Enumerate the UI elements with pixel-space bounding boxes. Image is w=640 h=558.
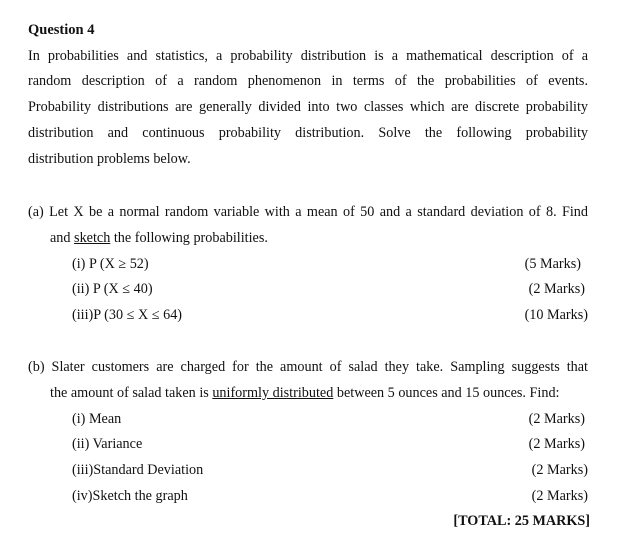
part-b-line-2 — [50, 384, 559, 402]
part-a-line-2-post: the following probabilities. — [110, 230, 268, 246]
part-b-item-3-marks: (2 Marks) — [531, 462, 588, 478]
part-b-item-2-marks: (2 Marks) — [528, 436, 585, 452]
part-b-line-1: (b) Slater customers are charged for the amount of salad they take. Sampling suggests that — [28, 359, 588, 375]
question-title: Question 4 — [28, 22, 95, 38]
part-a-item-2: (ii) P (X ≤ 40) — [72, 281, 153, 297]
part-a-item-2-marks: (2 Marks) — [528, 281, 585, 297]
intro-line-2: random description of a random phenomenon in terms of the probabilities of events. — [28, 73, 588, 89]
part-b-item-3: (iii)Standard Deviation — [72, 462, 204, 478]
intro-line-5: distribution problems below. — [28, 151, 191, 167]
intro-line-1: In probabilities and statistics, a probability distribution is a mathematical description of a — [28, 48, 588, 64]
intro-line-4: distribution and continuous probability distribution. Solve the following probability — [28, 125, 588, 141]
part-a-line-1: (a) Let X be a normal random variable with a mean of 50 and a standard deviation of 8. Find — [28, 204, 588, 220]
part-b-item-4-marks: (2 Marks) — [531, 488, 588, 504]
part-a-line-2 — [50, 229, 268, 247]
part-a-item-1: (i) P (X ≥ 52) — [72, 256, 149, 272]
uniformly-distributed-underlined: uniformly distributed — [212, 385, 334, 401]
part-b-item-1-marks: (2 Marks) — [528, 411, 585, 427]
part-b-line-2-post: between 5 ounces and 15 ounces. Find: — [333, 385, 560, 401]
part-b-item-2: (ii) Variance — [72, 436, 143, 452]
part-a-line-2-pre: and — [50, 230, 75, 246]
sketch-underlined: sketch — [74, 230, 111, 246]
part-b-item-1: (i) Mean — [72, 411, 122, 427]
part-a-item-3-marks: (10 Marks) — [524, 307, 588, 323]
part-a-item-3: (iii)P (30 ≤ X ≤ 64) — [72, 307, 183, 323]
total-marks: [TOTAL: 25 MARKS] — [453, 513, 590, 529]
intro-line-3: Probability distributions are generally divided into two classes which are discrete probability — [28, 99, 588, 115]
part-b-item-4: (iv)Sketch the graph — [72, 488, 188, 504]
part-b-line-2-pre: the amount of salad taken is — [50, 385, 213, 401]
part-a-item-1-marks: (5 Marks) — [524, 256, 581, 272]
